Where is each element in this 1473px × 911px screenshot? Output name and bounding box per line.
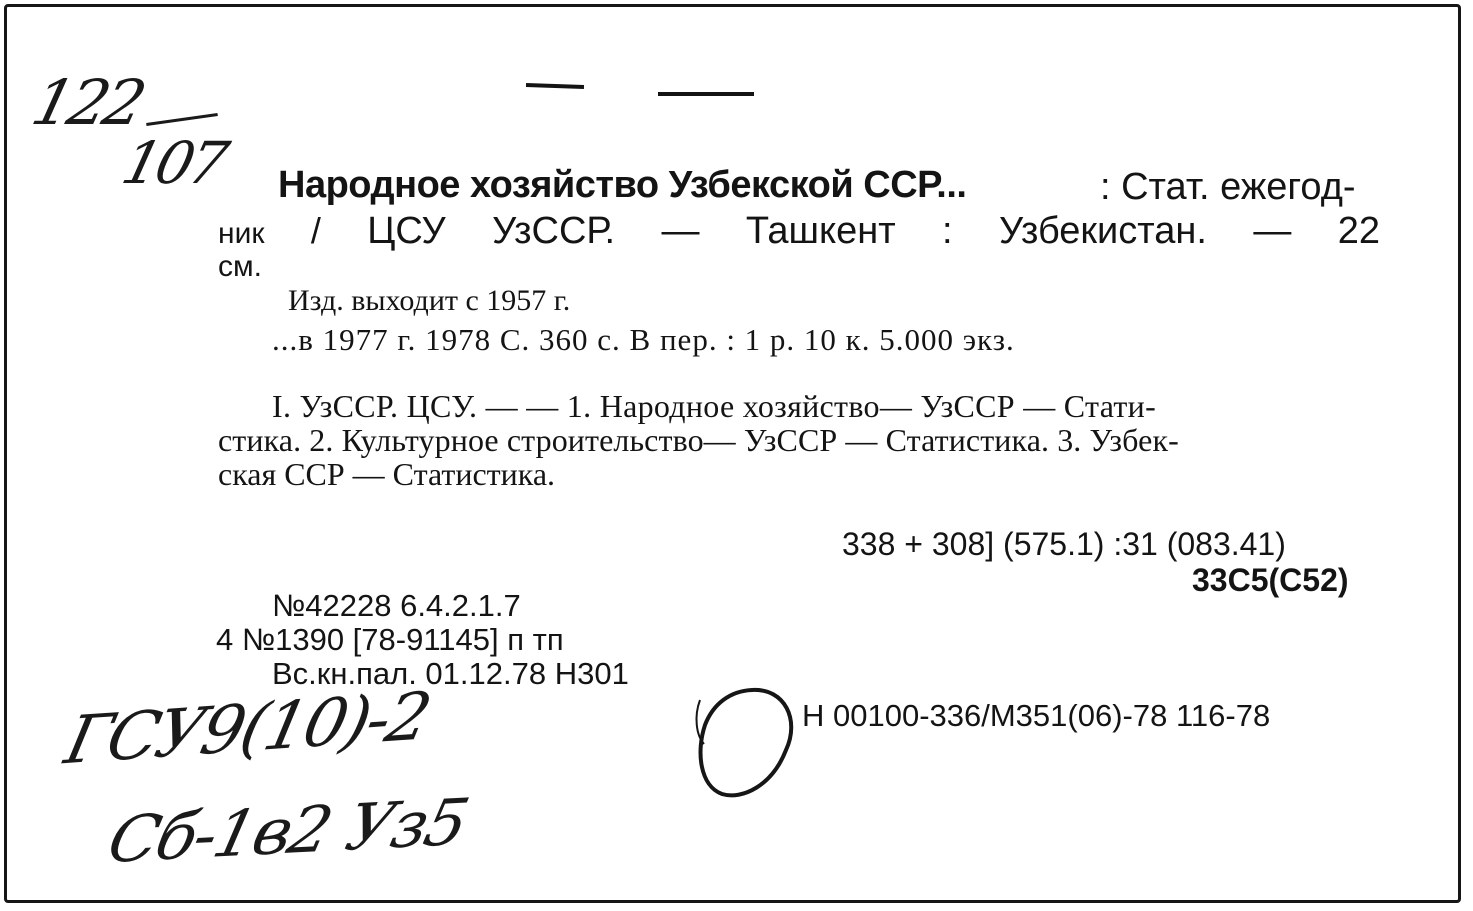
line2-word: / <box>310 210 321 251</box>
entry-title-rest: : Стат. ежегод- <box>1100 166 1356 208</box>
line2-word: УзССР. <box>492 210 616 252</box>
udc-code: 338 + 308] (575.1) :31 (083.41) <box>842 526 1286 562</box>
line2-word: Узбекистан. <box>998 210 1207 252</box>
line2-word: : <box>942 210 953 252</box>
handwritten-copy-note: Сб-1в2 Уз5 <box>100 785 474 879</box>
subject-line-2: стика. 2. Культурное строительство— УзССР — Статистика. 3. Узбек- <box>218 422 1179 458</box>
publication-note: Изд. выходит с 1957 г. <box>288 284 571 317</box>
line2-word: — <box>1253 210 1292 252</box>
entry-line-3: см. <box>218 250 262 283</box>
volume-note: ...в 1977 г. 1978 С. 360 с. В пер. : 1 р. 10 к. 5.000 экз. <box>272 322 1015 357</box>
subject-line-1: I. УзССР. ЦСУ. — — 1. Народное хозяйство— УзССР — Стати- <box>272 388 1157 424</box>
shelf-mark-bottom: 107 <box>115 129 232 197</box>
line2-word: — <box>661 210 700 252</box>
line2-word: ЦСУ <box>367 210 446 252</box>
line2-word: ник <box>218 217 265 250</box>
registry-line-2: 4 №1390 [78-91145] п тп <box>216 622 564 657</box>
index-code: Н 00100-336/М351(06)-78 116-78 <box>802 698 1271 733</box>
handwritten-gsu-note: ГСУ9(10)-2 <box>58 677 436 780</box>
shelf-mark-top: 122 <box>25 66 150 139</box>
registry-line-3: Вс.кн.пал. 01.12.78 Н301 <box>272 656 629 691</box>
line2-word: Ташкент <box>745 210 896 252</box>
line2-word: 22 <box>1337 210 1380 252</box>
registry-line-1: №42228 6.4.2.1.7 <box>272 588 521 623</box>
entry-title-main: Народное хозяйство Узбекской ССР... <box>278 164 967 206</box>
subject-line-3: ская ССР — Статистика. <box>218 456 556 492</box>
bbk-code: 33С5(С52) <box>1192 562 1349 598</box>
